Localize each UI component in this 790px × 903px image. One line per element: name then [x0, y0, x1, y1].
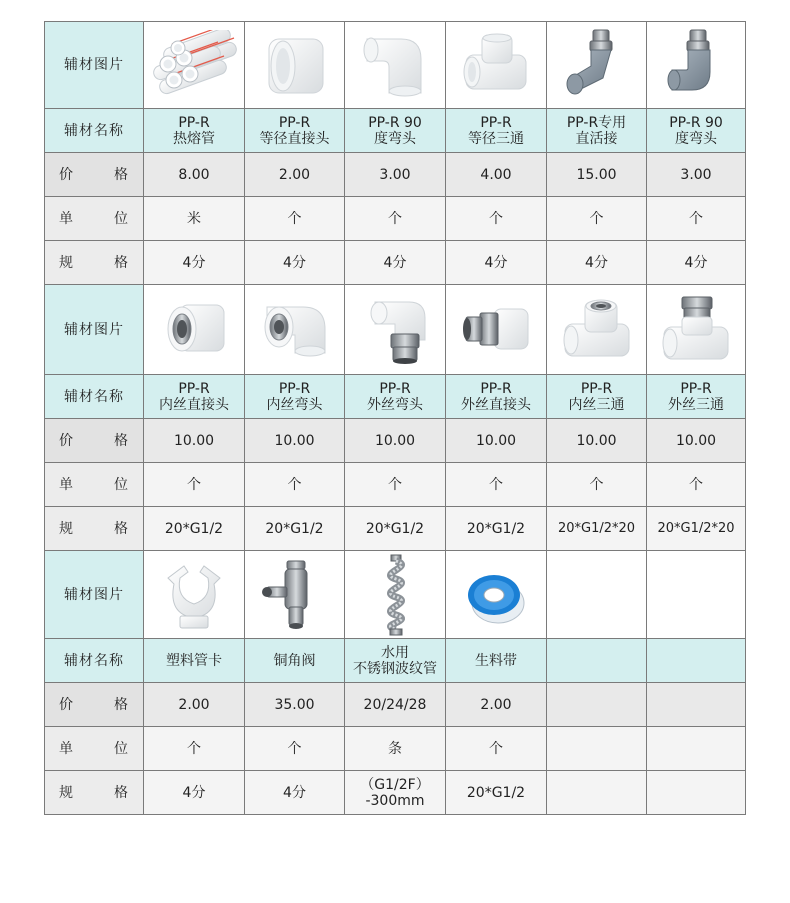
- empty-cell: [647, 771, 746, 815]
- name-cell: PP-R 热熔管: [144, 109, 245, 153]
- row-label-unit: 单 位: [45, 197, 144, 241]
- row-label-spec: 规 格: [45, 241, 144, 285]
- female-thread-tee-icon: [557, 294, 637, 366]
- empty-cell: [647, 683, 746, 727]
- row-label-image: 辅材图片: [45, 551, 144, 639]
- price-row: [45, 153, 746, 197]
- empty-cell: [547, 727, 647, 771]
- row-label-price: 价 格: [45, 683, 144, 727]
- product-image: [547, 285, 647, 375]
- spec-cell: 20*G1/2: [245, 507, 345, 551]
- corrugated-hose-icon: [365, 553, 425, 637]
- name-cell: PP-R 等径三通: [446, 109, 547, 153]
- empty-cell: [647, 727, 746, 771]
- image-row: [45, 285, 746, 375]
- spec-cell: （G1/2F） -300mm: [345, 771, 446, 815]
- spec-cell: 4分: [144, 241, 245, 285]
- pipe-bundle-icon: [148, 30, 240, 100]
- spec-row: [45, 241, 746, 285]
- female-thread-coupling-icon: [154, 295, 234, 365]
- empty-cell: [547, 683, 647, 727]
- unit-cell: 个: [345, 463, 446, 507]
- name-cell: PP-R 内丝三通: [547, 375, 647, 419]
- name-row: [45, 375, 746, 419]
- product-image: [345, 22, 446, 109]
- spec-cell: 20*G1/2*20: [647, 507, 746, 551]
- empty-cell: [647, 639, 746, 683]
- unit-cell: 个: [245, 727, 345, 771]
- spec-cell: 20*G1/2: [144, 507, 245, 551]
- union-connector-icon: [557, 28, 637, 102]
- price-cell: 10.00: [144, 419, 245, 463]
- price-cell: 4.00: [446, 153, 547, 197]
- price-cell: 2.00: [446, 683, 547, 727]
- male-thread-tee-icon: [656, 293, 736, 367]
- spec-row: [45, 771, 746, 815]
- name-cell: PP-R 90 度弯头: [647, 109, 746, 153]
- unit-cell: 个: [446, 463, 547, 507]
- row-label-image: 辅材图片: [45, 22, 144, 109]
- unit-cell: 个: [547, 197, 647, 241]
- price-cell: 15.00: [547, 153, 647, 197]
- row-label-name: 辅材名称: [45, 375, 144, 419]
- name-cell: 铜角阀: [245, 639, 345, 683]
- spec-cell: 4分: [547, 241, 647, 285]
- unit-cell: 个: [547, 463, 647, 507]
- row-label-image: 辅材图片: [45, 285, 144, 375]
- row-label-spec: 规 格: [45, 507, 144, 551]
- spec-cell: 4分: [345, 241, 446, 285]
- product-image: [245, 551, 345, 639]
- straight-coupling-icon: [255, 29, 335, 101]
- unit-cell: 个: [647, 463, 746, 507]
- image-row: [45, 551, 746, 639]
- price-cell: 10.00: [547, 419, 647, 463]
- product-image: [547, 22, 647, 109]
- unit-cell: 个: [647, 197, 746, 241]
- name-row: [45, 109, 746, 153]
- spec-cell: 4分: [144, 771, 245, 815]
- price-row: [45, 683, 746, 727]
- price-cell: 20/24/28: [345, 683, 446, 727]
- unit-cell: 个: [345, 197, 446, 241]
- name-cell: PP-R 外丝直接头: [446, 375, 547, 419]
- product-image: [446, 22, 547, 109]
- angle-valve-icon: [255, 557, 335, 633]
- unit-cell: 条: [345, 727, 446, 771]
- row-label-name: 辅材名称: [45, 109, 144, 153]
- price-cell: 8.00: [144, 153, 245, 197]
- spec-cell: 20*G1/2: [345, 507, 446, 551]
- image-row: [45, 22, 746, 109]
- name-cell: PP-R 等径直接头: [245, 109, 345, 153]
- product-image: [345, 285, 446, 375]
- name-cell: 塑料管卡: [144, 639, 245, 683]
- female-thread-elbow-icon: [255, 295, 335, 365]
- name-cell: PP-R 外丝弯头: [345, 375, 446, 419]
- spec-cell: 20*G1/2: [446, 507, 547, 551]
- row-label-unit: 单 位: [45, 463, 144, 507]
- price-cell: 10.00: [446, 419, 547, 463]
- name-cell: PP-R专用 直活接: [547, 109, 647, 153]
- price-cell: 10.00: [345, 419, 446, 463]
- product-image: [345, 551, 446, 639]
- product-image: [245, 285, 345, 375]
- unit-cell: 个: [446, 197, 547, 241]
- spec-cell: 4分: [446, 241, 547, 285]
- name-cell: 水用 不锈钢波纹管: [345, 639, 446, 683]
- product-image: [446, 551, 547, 639]
- unit-cell: 个: [446, 727, 547, 771]
- spec-cell: 4分: [245, 771, 345, 815]
- product-image: [144, 22, 245, 109]
- spec-cell: 4分: [245, 241, 345, 285]
- price-cell: 35.00: [245, 683, 345, 727]
- price-cell: 10.00: [245, 419, 345, 463]
- row-label-price: 价 格: [45, 153, 144, 197]
- name-cell: PP-R 90 度弯头: [345, 109, 446, 153]
- pipe-clip-icon: [154, 558, 234, 632]
- spec-cell: 20*G1/2*20: [547, 507, 647, 551]
- row-label-price: 价 格: [45, 419, 144, 463]
- name-cell: PP-R 内丝直接头: [144, 375, 245, 419]
- empty-cell: [647, 551, 746, 639]
- product-image: [245, 22, 345, 109]
- product-image: [647, 22, 746, 109]
- unit-cell: 个: [144, 463, 245, 507]
- male-thread-coupling-icon: [456, 295, 536, 365]
- tee-icon: [456, 29, 536, 101]
- product-image: [144, 285, 245, 375]
- price-cell: 2.00: [245, 153, 345, 197]
- unit-row: [45, 463, 746, 507]
- empty-cell: [547, 639, 647, 683]
- name-cell: PP-R 外丝三通: [647, 375, 746, 419]
- male-thread-elbow-icon: [355, 294, 435, 366]
- row-label-name: 辅材名称: [45, 639, 144, 683]
- price-row: [45, 419, 746, 463]
- name-row: [45, 639, 746, 683]
- name-cell: PP-R 内丝弯头: [245, 375, 345, 419]
- unit-cell: 个: [144, 727, 245, 771]
- ptfe-tape-icon: [456, 559, 536, 631]
- unit-cell: 个: [245, 197, 345, 241]
- unit-row: [45, 197, 746, 241]
- elbow-union-icon: [656, 28, 736, 102]
- product-image: [647, 285, 746, 375]
- product-image: [144, 551, 245, 639]
- spec-row: [45, 507, 746, 551]
- unit-cell: 米: [144, 197, 245, 241]
- elbow-90-icon: [355, 29, 435, 101]
- name-cell: 生料带: [446, 639, 547, 683]
- price-cell: 10.00: [647, 419, 746, 463]
- empty-cell: [547, 551, 647, 639]
- empty-cell: [547, 771, 647, 815]
- unit-cell: 个: [245, 463, 345, 507]
- materials-table: [44, 21, 746, 815]
- unit-row: [45, 727, 746, 771]
- price-cell: 2.00: [144, 683, 245, 727]
- price-cell: 3.00: [647, 153, 746, 197]
- row-label-spec: 规 格: [45, 771, 144, 815]
- price-cell: 3.00: [345, 153, 446, 197]
- product-image: [446, 285, 547, 375]
- spec-cell: 20*G1/2: [446, 771, 547, 815]
- row-label-unit: 单 位: [45, 727, 144, 771]
- spec-cell: 4分: [647, 241, 746, 285]
